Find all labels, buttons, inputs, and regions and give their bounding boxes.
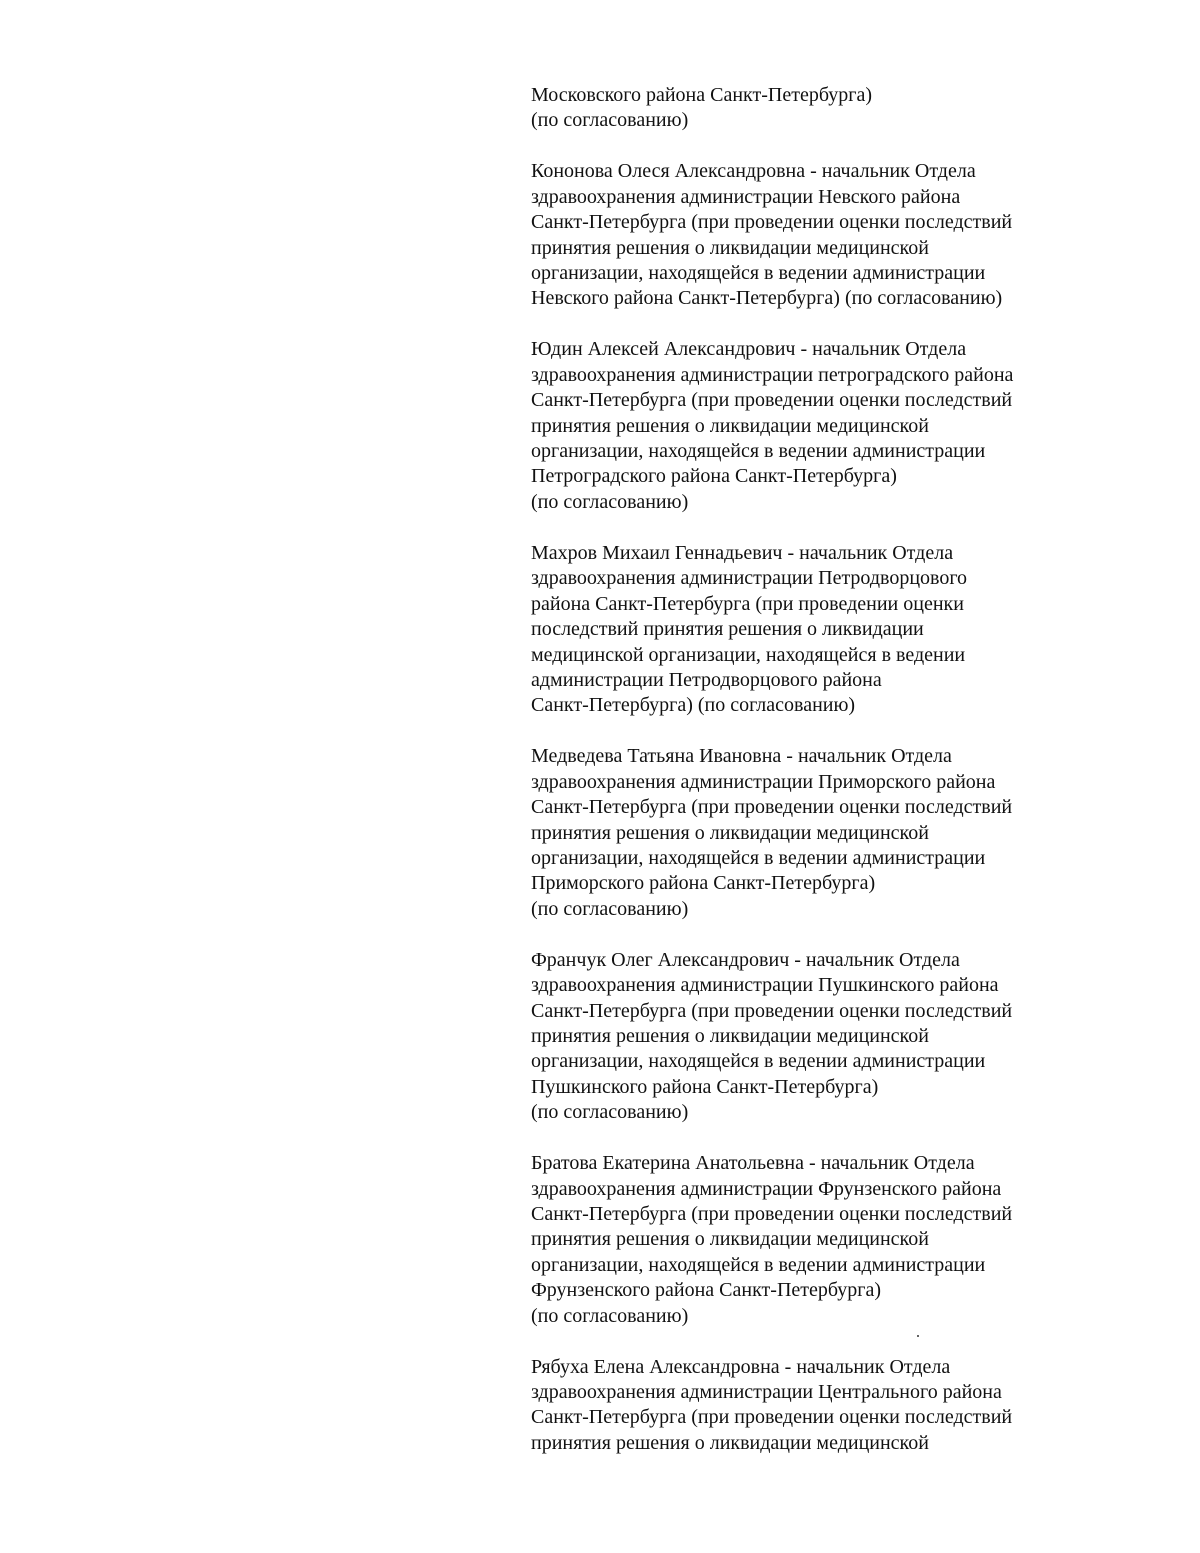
member-entry [531, 1355, 1091, 1457]
entry-line: организации, находящейся в ведении администрации [531, 846, 986, 869]
entry-line: Приморского района Санкт-Петербурга) [531, 872, 876, 895]
entry-line: здравоохранения администрации петроградского района [531, 363, 1014, 386]
entry-line: принятия решения о ликвидации медицинской [531, 236, 929, 259]
entry-line: Санкт-Петербурга (при проведении оценки последствий [531, 389, 1013, 412]
entry-line: Братова Екатерина Анатольевна - начальник Отдела [531, 1152, 975, 1175]
entry-line: (по согласованию) [531, 109, 689, 132]
entry-line: принятия решения о ликвидации медицинской [531, 821, 929, 844]
entry-line: организации, находящейся в ведении администрации [531, 440, 986, 463]
entry-line: (по согласованию) [531, 1101, 689, 1124]
entry-line: медицинской организации, находящейся в ведении [531, 643, 966, 666]
entry-line: здравоохранения администрации Пушкинского района [531, 974, 999, 997]
entry-line: Санкт-Петербурга (при проведении оценки последствий [531, 796, 1013, 819]
entry-line: Фрунзенского района Санкт-Петербурга) [531, 1279, 882, 1302]
entry-line: Санкт-Петербурга (при проведении оценки последствий [531, 999, 1013, 1022]
member-entry [531, 159, 1091, 311]
entry-line: здравоохранения администрации Петродворцового [531, 567, 968, 590]
entry-line: района Санкт-Петербурга (при проведении оценки [531, 592, 964, 615]
member-entry [531, 541, 1091, 719]
entry-line: (по согласованию) [531, 897, 689, 920]
members-list [531, 83, 1091, 1482]
entry-line: Рябуха Елена Александровна - начальник Отдела [531, 1355, 951, 1378]
entry-line: (по согласованию) [531, 490, 689, 513]
entry-line: Юдин Алексей Александрович - начальник Отдела [531, 338, 967, 361]
entry-line: организации, находящейся в ведении администрации [531, 1050, 986, 1073]
entry-line: здравоохранения администрации Невского района [531, 185, 961, 208]
entry-line: Невского района Санкт-Петербурга) (по согласованию) [531, 287, 1003, 310]
entry-line: здравоохранения администрации Центрального района [531, 1381, 1002, 1404]
entry-line: Медведева Татьяна Ивановна - начальник Отдела [531, 745, 952, 768]
entry-line: Санкт-Петербурга) (по согласованию) [531, 694, 856, 717]
entry-line: принятия решения о ликвидации медицинской [531, 1228, 929, 1251]
entry-line: Санкт-Петербурга (при проведении оценки последствий [531, 1406, 1013, 1429]
scan-speck [917, 1335, 919, 1337]
member-entry [531, 1151, 1091, 1329]
entry-line: здравоохранения администрации Приморского района [531, 770, 996, 793]
entry-line: организации, находящейся в ведении администрации [531, 1253, 986, 1276]
entry-line: (по согласованию) [531, 1304, 689, 1327]
entry-line: принятия решения о ликвидации медицинской [531, 414, 929, 437]
entry-line: Московского района Санкт-Петербурга) [531, 84, 872, 106]
entry-line: организации, находящейся в ведении администрации [531, 262, 986, 285]
entry-line: Санкт-Петербурга (при проведении оценки последствий [531, 211, 1013, 234]
entry-line: Махров Михаил Геннадьевич - начальник Отдела [531, 541, 954, 564]
member-entry [531, 948, 1091, 1126]
member-entry [531, 744, 1091, 922]
entry-line: Франчук Олег Александрович - начальник Отдела [531, 948, 960, 971]
entry-line: Кононова Олеся Александровна - начальник Отдела [531, 160, 976, 183]
entry-line: принятия решения о ликвидации медицинской [531, 1431, 929, 1454]
entry-line: Пушкинского района Санкт-Петербурга) [531, 1075, 879, 1098]
entry-line: здравоохранения администрации Фрунзенского района [531, 1177, 1002, 1200]
entry-line: Петроградского района Санкт-Петербурга) [531, 465, 897, 488]
member-entry [531, 83, 1091, 134]
entry-line: последствий принятия решения о ликвидации [531, 618, 924, 641]
member-entry [531, 337, 1091, 515]
entry-line: Санкт-Петербурга (при проведении оценки последствий [531, 1203, 1013, 1225]
entry-line: принятия решения о ликвидации медицинской [531, 1024, 929, 1047]
entry-line: администрации Петродворцового района [531, 668, 882, 691]
